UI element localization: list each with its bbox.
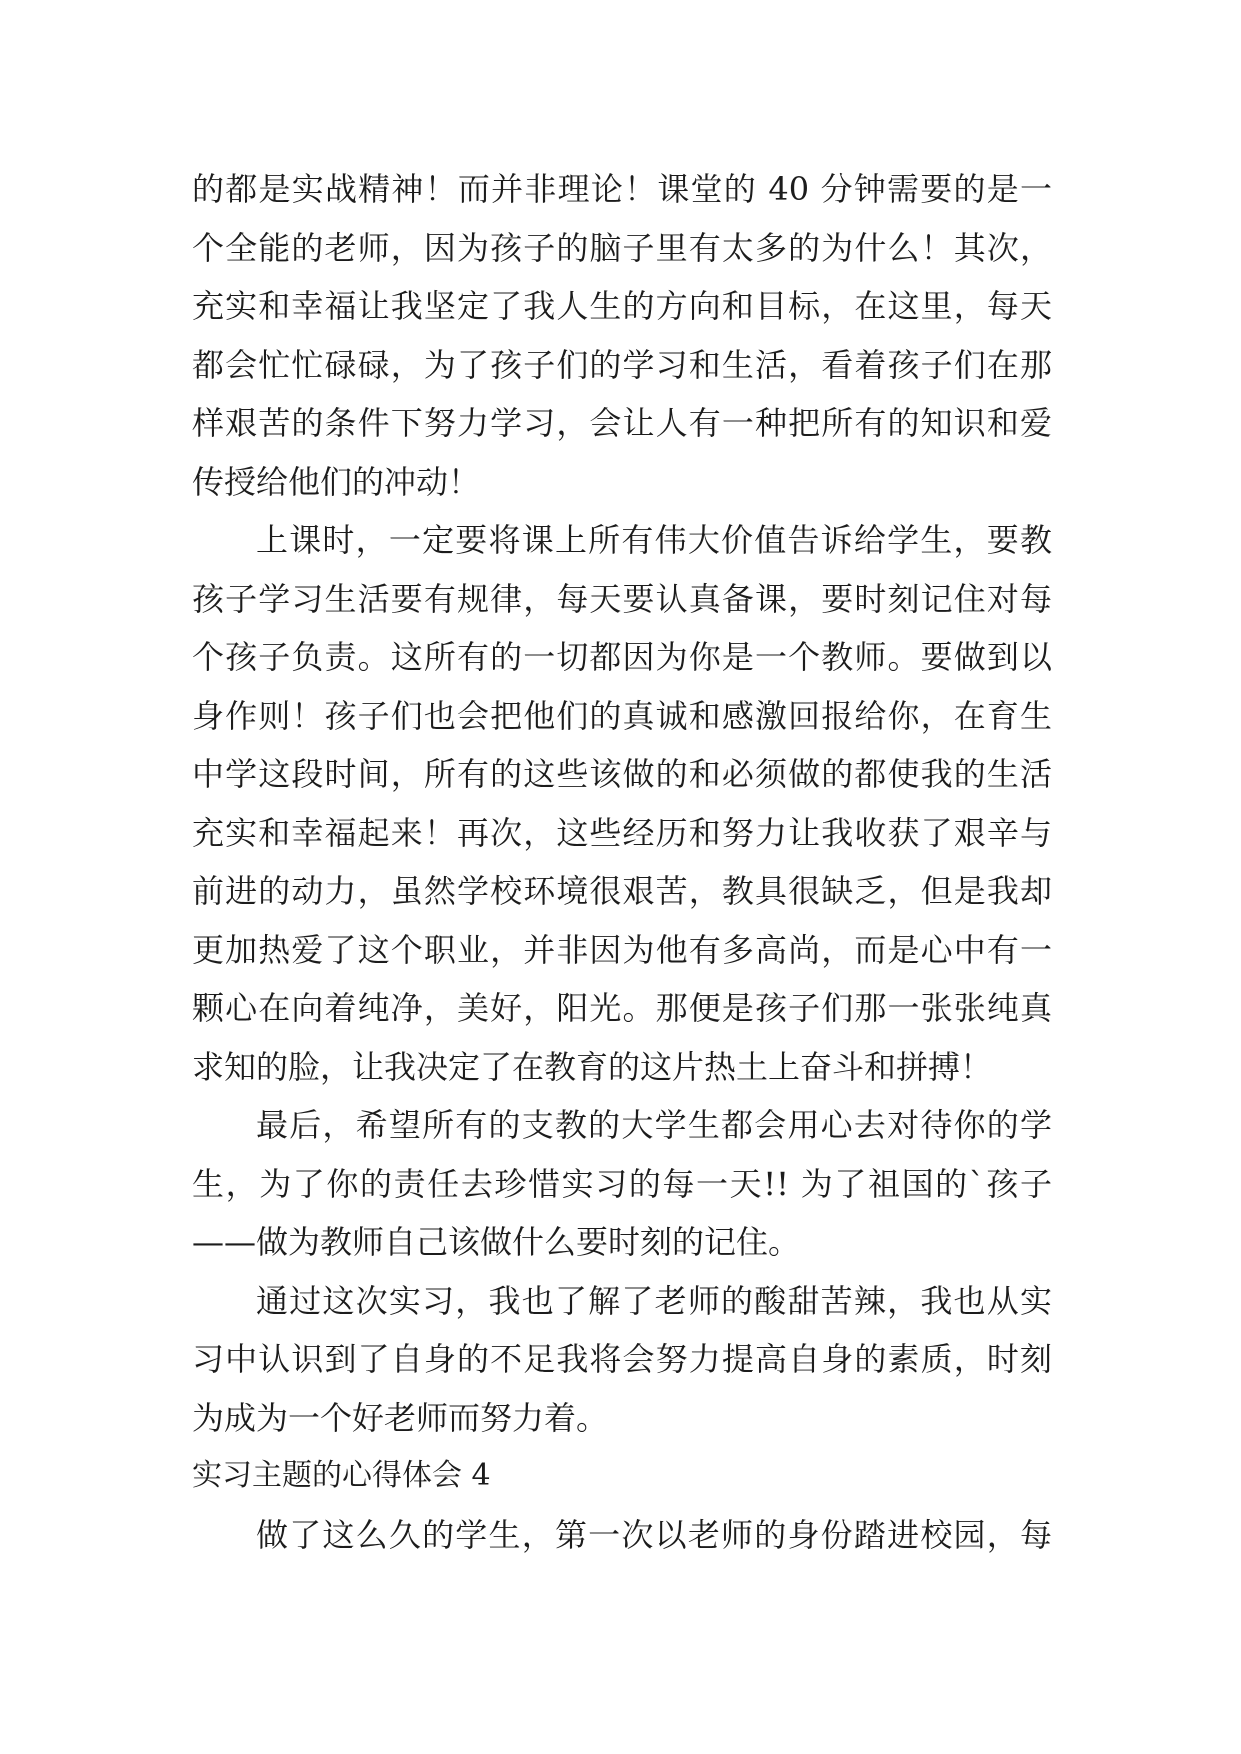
text-line: 生，为了你的责任去珍惜实习的每一天!! 为了祖国的`孩子 (192, 1164, 1052, 1203)
text-line: 求知的脸，让我决定了在教育的这片热土上奋斗和拼搏！ (192, 1047, 993, 1086)
text-line: 通过这次实习，我也了解了老师的酸甜苦辣，我也从实 (256, 1281, 1052, 1320)
text-line: 上课时，一定要将课上所有伟大价值告诉给学生，要教 (256, 521, 1052, 559)
text-line: ——做为教师自己该做什么要时刻的记住。 (192, 1223, 801, 1261)
text-line: 传授给他们的冲动！ (192, 462, 481, 501)
paragraph (192, 1096, 1052, 1272)
text-line: 颗心在向着纯净，美好，阳光。那便是孩子们那一张张纯真 (192, 989, 1052, 1027)
text-line: 最后，希望所有的支教的大学生都会用心去对待你的学 (256, 1106, 1052, 1144)
text-line: 习中认识到了自身的不足我将会努力提高自身的素质，时刻 (192, 1340, 1052, 1378)
text-line: 都会忙忙碌碌，为了孩子们的学习和生活，看着孩子们在那 (192, 345, 1052, 384)
section-heading: 实习主题的心得体会 4 (192, 1458, 491, 1493)
text-line: 做了这么久的学生，第一次以老师的身份踏进校园，每 (256, 1515, 1052, 1554)
text-line: 为成为一个好老师而努力着。 (192, 1398, 609, 1437)
text-line: 充实和幸福起来！再次，这些经历和努力让我收获了艰辛与 (192, 813, 1052, 852)
document-body (192, 160, 1052, 1564)
text-line: 前进的动力，虽然学校环境很艰苦，教具很缺乏，但是我却 (192, 872, 1052, 910)
paragraph (192, 511, 1052, 1096)
text-line: 身作则！孩子们也会把他们的真诚和感激回报给你，在育生 (192, 696, 1052, 735)
text-line: 的都是实战精神！而并非理论！课堂的 40 分钟需要的是一 (192, 170, 1052, 208)
text-line: 个全能的老师，因为孩子的脑子里有太多的为什么！其次， (192, 228, 1052, 267)
paragraph (192, 1272, 1052, 1448)
text-line: 充实和幸福让我坚定了我人生的方向和目标，在这里，每天 (192, 287, 1052, 325)
text-line: 样艰苦的条件下努力学习，会让人有一种把所有的知识和爱 (192, 404, 1052, 442)
paragraph (192, 1506, 1052, 1565)
text-line: 个孩子负责。这所有的一切都因为你是一个教师。要做到以 (192, 638, 1052, 676)
paragraph (192, 160, 1052, 511)
text-line: 中学这段时间，所有的这些该做的和必须做的都使我的生活 (192, 755, 1052, 793)
text-line: 更加热爱了这个职业，并非因为他有多高尚，而是心中有一 (192, 930, 1052, 969)
text-line: 孩子学习生活要有规律，每天要认真备课，要时刻记住对每 (192, 579, 1052, 618)
